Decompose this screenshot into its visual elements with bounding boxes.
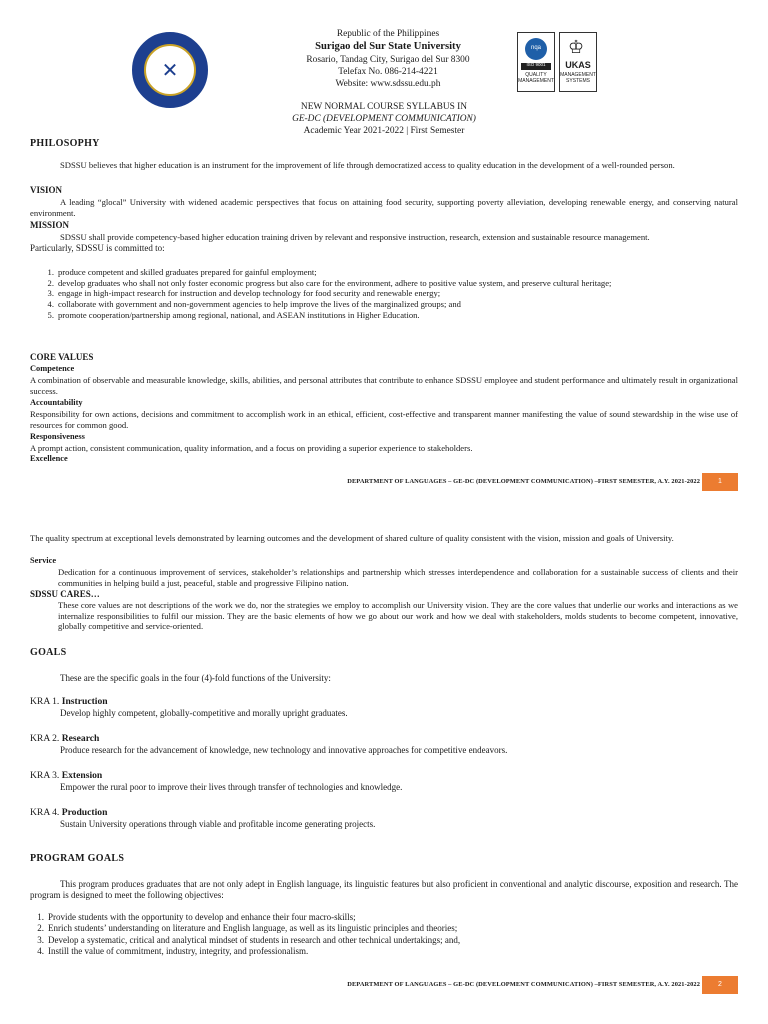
program-goals-heading: PROGRAM GOALS — [30, 853, 125, 864]
responsiveness-heading: Responsiveness — [30, 432, 85, 441]
footer-text: DEPARTMENT OF LANGUAGES – GE-DC (DEVELOPMENT COMMUNICATION) –FIRST SEMESTER, A.Y. 2021-2022 — [347, 981, 700, 988]
list-item: 2. develop graduates who shall not only foster economic progress but also care for the environment, adhere to positive value system, and preserve cultural heritage; — [47, 277, 612, 288]
address-line: Rosario, Tandag City, Surigao del Sur 8300 — [306, 54, 470, 65]
list-item: 3. engage in high-impact research for instruction and develop technology for food security and renewable energy; — [47, 288, 441, 299]
philosophy-text: SDSSU believes that higher education is an instrument for the improvement of life through democratized access to quality education in the development of a well-rounded person. — [60, 160, 675, 170]
syllabus-title: NEW NORMAL COURSE SYLLABUS IN — [300, 102, 468, 112]
course-name: GE-DC (DEVELOPMENT COMMUNICATION) — [292, 113, 476, 124]
kra-2-text: Produce research for the advancement of knowledge, new technology and innovative approaches for competitive endeavors. — [60, 745, 508, 755]
mission-committed: Particularly, SDSSU is committed to: — [30, 243, 165, 253]
page-number-badge: 1 — [702, 473, 738, 491]
vision-text: A leading “glocal” University with widened academic perspectives that focus on attaining food security, supporting poverty alleviation, developing renewable energy, and conserving natural environment. — [30, 197, 738, 218]
list-item: 2. Enrich students’ understanding on literature and English language, as well as its linguistic principles and theories; — [37, 923, 458, 934]
syllabus-title-block — [234, 102, 534, 137]
core-values-heading: CORE VALUES — [30, 352, 94, 362]
mission-list — [30, 267, 738, 321]
list-item: 5. promote cooperation/partnership among regional, national, and ASEAN institutions in Higher Education. — [47, 309, 420, 320]
goals-intro: These are the specific goals in the four (4)-fold functions of the University: — [60, 673, 331, 683]
program-goals-intro: This program produces graduates that are not only adept in English language, its linguistic features but also proficient in conventional and analytic discourse, exposition and research. The program is designed to meet the following objectives: — [30, 879, 738, 901]
list-item: 4. collaborate with government and non-government agencies to help improve the lives of the marginalized groups; and — [47, 299, 461, 310]
excellence-text: The quality spectrum at exceptional levels demonstrated by learning outcomes and the development of shared culture of quality consistent with the vision, mission and goals of University. — [30, 533, 674, 543]
nqa-certification-logo: nqa ISO 9001 QUALITY MANAGEMENT — [517, 32, 555, 92]
page-2-footer — [270, 976, 740, 996]
kra-2-title: KRA 2. Research — [30, 733, 100, 744]
page-2 — [0, 500, 768, 1024]
telefax-line: Telefax No. 086-214-4221 — [338, 67, 438, 78]
accountability-heading: Accountability — [30, 398, 83, 407]
goals-heading: GOALS — [30, 647, 67, 658]
vision-heading: VISION — [30, 185, 63, 195]
kra-4-text: Sustain University operations through viable and profitable income generating projects. — [60, 819, 376, 829]
crown-icon: ♔ — [568, 37, 585, 58]
service-text: Dedication for a continuous improvement of services, stakeholder’s relationships and partnership which stresses interdependence and collaboration for a sustainable success of clients and their communities in helping build a just, peaceful, stable and progressive Filipino nation. — [58, 567, 738, 588]
page-number-badge: 2 — [702, 976, 738, 994]
list-item: 3. Develop a systematic, critical and analytical mindset of students in research and other technical undertakings; and, — [37, 934, 461, 945]
kra-3-title: KRA 3. Extension — [30, 770, 103, 781]
university-info — [238, 28, 538, 91]
kra-4-title: KRA 4. Production — [30, 807, 108, 818]
list-item: 1. produce competent and skilled graduates prepared for gainful employment; — [47, 267, 317, 277]
mission-text: SDSSU shall provide competency-based higher education training driven by relevant and responsive instruction, research, extension and sustainable resource management. — [60, 232, 650, 242]
excellence-heading: Excellence — [30, 454, 68, 463]
kra-3-text: Empower the rural poor to improve their lives through transfer of technologies and knowledge. — [60, 782, 403, 792]
competence-text: A combination of observable and measurable knowledge, skills, abilities, and personal attributes that contribute to enhance SDSSU employee and student performance and ultimately result in organizational success. — [30, 375, 738, 396]
list-item: 1. Provide students with the opportunity to develop and enhance their four macro-skills; — [37, 912, 356, 922]
academic-year: Academic Year 2021-2022 | First Semester — [303, 125, 465, 136]
page-1-footer — [270, 473, 740, 493]
list-item: 4. Instill the value of commitment, industry, integrity, and professionalism. — [37, 945, 309, 956]
kra-1-text: Develop highly competent, globally-competitive and morally upright graduates. — [60, 708, 348, 718]
ukas-certification-logo: ♔ UKAS MANAGEMENT SYSTEMS — [559, 32, 597, 92]
competence-heading: Competence — [30, 364, 75, 373]
university-seal-logo: ✕ — [132, 32, 208, 108]
responsiveness-text: A prompt action, consistent communication, quality information, and a focus on providing a superior experience to stakeholders. — [30, 443, 473, 453]
accountability-text: Responsibility for own actions, decisions and commitment to accomplish work in an ethical, efficient, cost-effective and transparent manner manifesting the value of sound stewardship in the wise use of resources for common good. — [30, 409, 738, 430]
kra-1-title: KRA 1. Instruction — [30, 696, 108, 707]
website-line: Website: www.sdssu.edu.ph — [335, 79, 441, 90]
program-goals-list — [20, 912, 738, 957]
service-heading: Service — [30, 556, 57, 565]
country-line: Republic of the Philippines — [336, 29, 440, 39]
university-name: Surigao del Sur State University — [315, 41, 461, 53]
sdssu-cares-text: These core values are not descriptions of the work we do, nor the strategies we employ to accomplish our University vision. They are the core values that underlie our works and interactions as we internalize responsibilities to fulfil our mission. They are the basic elements of how we go about our work and how we deal with stakeholders, molds students to become competent, innovative, globally competitive and service-oriented. — [58, 600, 738, 632]
philosophy-heading: PHILOSOPHY — [30, 138, 100, 149]
sdssu-cares-heading: SDSSU CARES… — [30, 589, 100, 599]
mission-heading: MISSION — [30, 220, 70, 230]
page-1 — [0, 0, 768, 500]
footer-text: DEPARTMENT OF LANGUAGES – GE-DC (DEVELOPMENT COMMUNICATION) –FIRST SEMESTER, A.Y. 2021-2022 — [347, 478, 700, 485]
